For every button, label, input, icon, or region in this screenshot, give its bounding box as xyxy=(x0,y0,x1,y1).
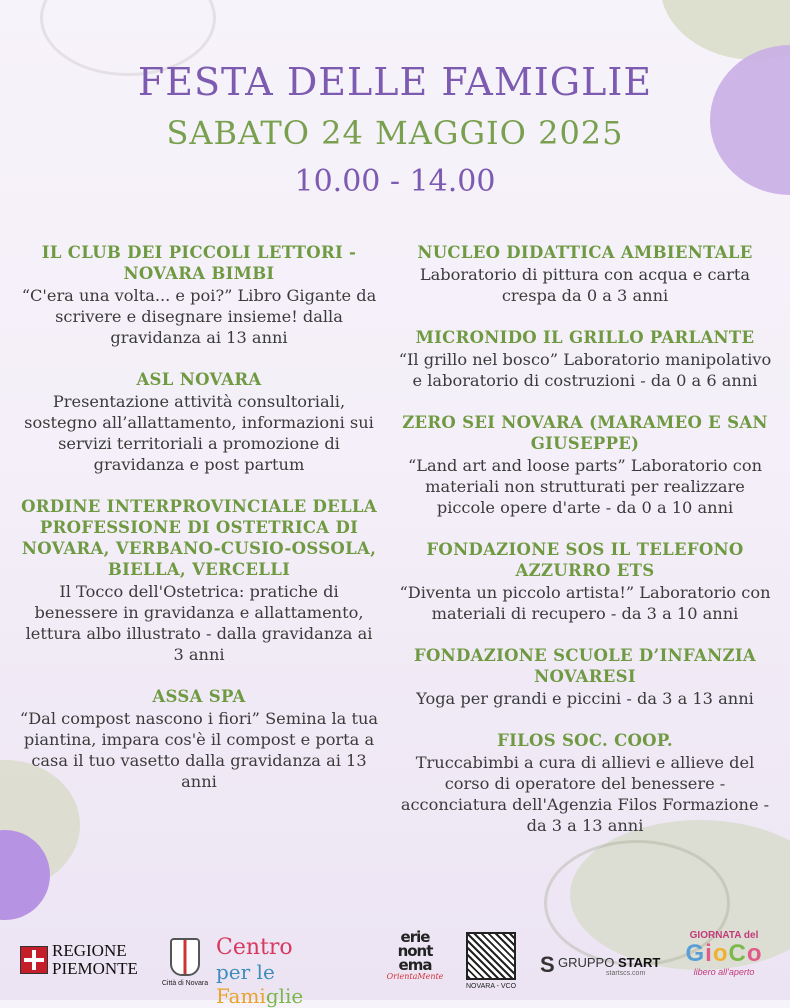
program-left-column xyxy=(18,242,380,813)
program-item xyxy=(395,242,775,306)
organization-name: FONDAZIONE SCUOLE D’INFANZIA NOVARESI xyxy=(413,646,756,686)
header xyxy=(0,60,790,202)
program-item xyxy=(395,730,775,836)
regione-line-1: REGIONE xyxy=(52,941,127,960)
centro-line-2: per le Famiglie xyxy=(216,960,304,1008)
novara-shield-icon xyxy=(170,938,200,976)
novara-caption: Città di Novara xyxy=(161,980,209,987)
organization-name: ZERO SEI NOVARA (MARAMEO E SAN GIUSEPPE) xyxy=(402,413,768,453)
giornata-del-gioco-logo: GIORNATA del GioCo libero all'aperto xyxy=(685,930,763,977)
novara-vco-caption: NOVARA - VCO xyxy=(465,983,517,990)
centro-line-1: Centro xyxy=(216,935,293,960)
activity-description: “Land art and loose parts” Laboratorio con materiali non strutturati per realizzare piccole opere d'arte - da 0 a 10 anni xyxy=(407,456,763,517)
activity-description: Il Tocco dell'Ostetrica: pratiche di benessere in gravidanza e allattamento, lettura albo illustrato - dalla gravidanza ai 3 anni xyxy=(25,582,373,664)
novara-vco-logo xyxy=(463,932,519,994)
orientamente-caption: OrientaMente xyxy=(386,972,444,981)
activity-description: “Il grillo nel bosco” Laboratorio manipolativo e laboratorio di costruzioni - da 0 a 6 anni xyxy=(398,350,772,390)
activity-description: “Diventa un piccolo artista!” Laboratorio con materiali di recupero - da 3 a 10 anni xyxy=(399,583,771,623)
event-date: SABATO 24 MAGGIO 2025 xyxy=(166,114,624,152)
organization-name: ORDINE INTERPROVINCIALE DELLA PROFESSIONE DI OSTETRICA DI NOVARA, VERBANO-CUSIO-OSSOLA, BIELLA, VERCELLI xyxy=(21,497,377,579)
activity-description: Yoga per grandi e piccini - da 3 a 13 anni xyxy=(416,689,754,708)
organization-name: MICRONIDO IL GRILLO PARLANTE xyxy=(415,328,755,347)
sponsor-logos xyxy=(0,928,790,1008)
organization-name: FONDAZIONE SOS IL TELEFONO AZZURRO ETS xyxy=(426,540,744,580)
gruppo-start-url: startscs.com xyxy=(606,970,646,977)
piemonte-flag-icon xyxy=(20,946,48,974)
organization-name: ASSA SPA xyxy=(152,687,246,706)
organization-name: FILOS SOC. COOP. xyxy=(497,731,673,750)
activity-description: “Dal compost nascono i fiori” Semina la tua piantina, impara cos'è il compost e porta a casa il tuo vasetto dalla gravidanza ai 13 anni xyxy=(19,709,379,791)
centro-per-le-famiglie-logo xyxy=(216,935,366,1008)
program-item xyxy=(18,496,380,665)
page-title: FESTA DELLE FAMIGLIE xyxy=(137,60,653,104)
novara-vco-emblem-icon xyxy=(466,932,516,980)
program-item xyxy=(395,412,775,518)
program-item xyxy=(395,539,775,624)
program-right-column xyxy=(395,242,775,857)
program-item xyxy=(395,645,775,709)
program-item xyxy=(395,327,775,391)
activity-description: Truccabimbi a cura di allievi e allieve del corso di operatore del benessere - acconciatura dell'Agenzia Filos Formazione - da 3 a 13 anni xyxy=(400,753,770,835)
activity-description: Presentazione attività consultoriali, sostegno all’allattamento, informazioni sui servizi territoriali a promozione di gravidanza e post partum xyxy=(24,392,374,474)
organization-name: ASL NOVARA xyxy=(136,370,262,389)
organization-name: NUCLEO DIDATTICA AMBIENTALE xyxy=(417,243,753,262)
orientamente-logo: erie nont ema OrientaMente xyxy=(384,930,446,996)
program-item xyxy=(18,686,380,792)
program-item xyxy=(18,242,380,348)
organization-name: IL CLUB DEI PICCOLI LETTORI - NOVARA BIMBI xyxy=(41,243,357,283)
event-time: 10.00 - 14.00 xyxy=(294,164,496,199)
activity-description: “C'era una volta... e poi?” Libro Gigante da scrivere e disegnare insieme! dalla gravidanza ai 13 anni xyxy=(21,286,377,347)
program-item xyxy=(18,369,380,475)
regione-piemonte-logo xyxy=(20,942,140,982)
gruppo-start-logo: S GRUPPO START startscs.com xyxy=(540,952,661,977)
citta-di-novara-logo xyxy=(160,932,210,992)
activity-description: Laboratorio di pittura con acqua e carta crespa da 0 a 3 anni xyxy=(419,265,751,305)
regione-line-2: PIEMONTE xyxy=(52,959,138,978)
gruppo-start-s-icon: S xyxy=(540,952,555,977)
